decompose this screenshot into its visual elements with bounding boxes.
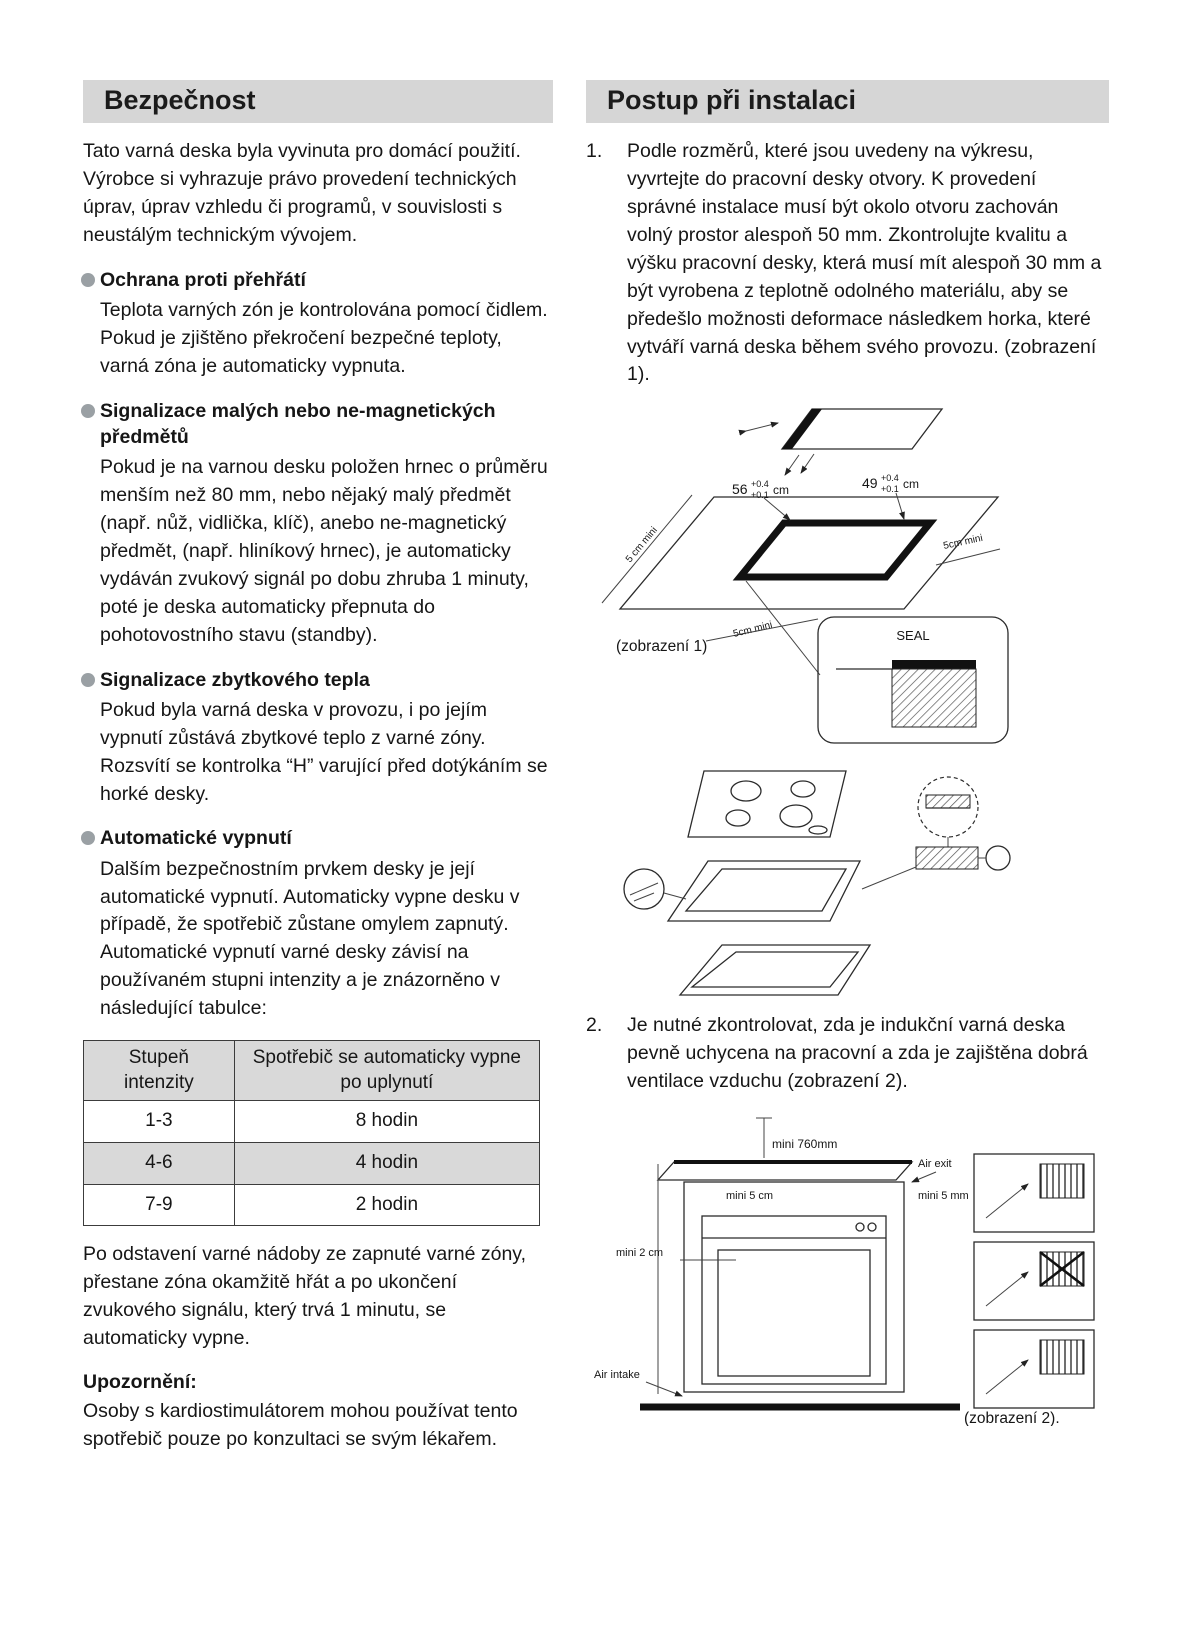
width-dim-tol-top: +0.4: [751, 479, 769, 490]
depth-dim-value: 49: [862, 475, 878, 492]
section-small-objects: [83, 398, 553, 650]
air-intake-label: Air intake: [594, 1368, 640, 1381]
step-number: 1.: [586, 140, 603, 163]
cell-intensity: 7-9: [84, 1184, 235, 1226]
width-dim-value: 56: [732, 481, 748, 498]
hob-top-view-drawing: [688, 771, 846, 837]
step-1: [586, 138, 1109, 389]
figure-ventilation: [588, 1104, 1108, 1426]
intro-paragraph: Tato varná deska byla vyvinuta pro domácí použití. Výrobce si vyhrazuje právo provedení technických úprav, úprav vzhledu či programů, v souvislosti s neustálým technickým vývojem.: [83, 140, 521, 247]
after-table-paragraph: Po odstavení varné nádoby ze zapnuté varné zóny, přestane zóna okamžitě hřát a po ukončení zvukového signálu, který trvá 1 minutu, se automaticky vypne.: [83, 1243, 527, 1350]
cell-intensity: 1-3: [84, 1101, 235, 1143]
cell-intensity: 4-6: [84, 1143, 235, 1185]
depth-dim-unit: cm: [903, 477, 919, 492]
figure1-caption: (zobrazení 1): [616, 638, 708, 656]
figure2-caption: (zobrazení 2).: [964, 1409, 1060, 1426]
installation-column: [586, 80, 1109, 1426]
gap-labels: [594, 1158, 969, 1396]
bullet-icon: [81, 831, 95, 845]
margin-bottom-label: 5cm mini: [732, 619, 774, 641]
section-title: Ochrana proti přehřátí: [100, 268, 306, 291]
bullet-icon: [81, 404, 95, 418]
safety-column: [83, 80, 553, 1454]
section-title: Automatické vypnutí: [100, 827, 292, 850]
cell-hours: 8 hodin: [234, 1101, 539, 1143]
lower-frame-drawing: [680, 945, 870, 995]
step-2: [586, 1012, 1109, 1096]
section-text: Pokud je na varnou desku položen hrnec o průměru menším než 80 mm, nebo nějaký malý předmět (např. nůž, vidlička, klíč), anebo ne-magnetický předmět, (např. hliníkový hrnec), je automaticky vydáván zvukový signál po dobu zhruba 1 minuty, poté je deska automaticky přepnuta do pohotovostního stavu (standby).: [100, 456, 548, 646]
auto-shutoff-table: [83, 1040, 540, 1226]
margin-left-label: 5 cm mini: [623, 525, 660, 566]
cell-hours: 4 hodin: [234, 1143, 539, 1185]
section-title: Signalizace zbytkového tepla: [100, 668, 370, 691]
table-row: [84, 1184, 540, 1226]
bullet-icon: [81, 673, 95, 687]
safety-header: Bezpečnost: [83, 80, 553, 123]
move-arrow-icon: [746, 423, 778, 431]
bullet-icon: [81, 273, 95, 287]
depth-dim-tol-bottom: +0.1: [881, 484, 899, 495]
seal-detail-drawing: [746, 581, 1008, 743]
hob-slab-drawing: [658, 1162, 912, 1180]
section-text: Dalším bezpečnostním prvkem desky je její automatické vypnutí. Automaticky vypne desku v případě, že spotřebič zůstane omylem zapnutý. Automatické vypnutí varné desky závisí na používaném stupni intenzity a je znázorněno v následující tabulce:: [100, 857, 520, 1020]
step-text: Je nutné zkontrolovat, zda je indukční varná deska pevně uchycena na pracovní a zda je zajištěna dobrá ventilace vzduchu (zobrazení 2).: [627, 1014, 1088, 1093]
margin-right-label: 5cm mini: [942, 533, 984, 553]
hob-slab-drawing: [782, 409, 942, 475]
section-auto-shutoff: [83, 825, 553, 1023]
depth-dim-tol-top: +0.4: [881, 473, 899, 484]
height-dimension: [756, 1118, 837, 1158]
section-overheat: [83, 267, 553, 381]
installation-header: Postup při instalaci: [586, 80, 1109, 123]
vent-detail-allowed-bottom: [974, 1330, 1094, 1408]
section-text: Teplota varných zón je kontrolována pomocí čidlem. Pokud je zjištěno překročení bezpečné teploty, varná zóna je automaticky vypnuta.: [100, 299, 548, 377]
warning-title: Upozornění:: [83, 1370, 197, 1393]
mini-5cm-label: mini 5 cm: [726, 1189, 774, 1202]
table-row: [84, 1143, 540, 1185]
mini-760-label: mini 760mm: [772, 1136, 838, 1151]
seal-label: SEAL: [896, 628, 930, 644]
step-number: 2.: [586, 1014, 603, 1037]
clearance-labels: [602, 495, 1000, 644]
width-dim-unit: cm: [773, 483, 789, 498]
dimension-labels: [732, 473, 919, 500]
vent-detail-allowed-top: [974, 1154, 1094, 1232]
table-row: [84, 1101, 540, 1143]
cell-hours: 2 hodin: [234, 1184, 539, 1226]
width-dim-tol-bottom: +0.1: [751, 490, 769, 501]
figure-installation-cutout: [596, 397, 1106, 997]
step-text: Podle rozměrů, které jsou uvedeny na výkresu, vyvrtejte do pracovní desky otvory. K provedení správné instalace musí být okolo otvoru zachován volný prostor alespoň 50 mm. Zkontrolujte kvalitu a výšku pracovní desky, která musí mít alespoň 30 mm a být vyrobena z teplotně odolného materiálu, aby se předešlo možnosti deformace následkem horka, které vytváří varná deska během svého provozu. (zobrazení 1).: [627, 140, 1102, 386]
section-residual-heat: [83, 667, 553, 809]
vent-detail-forbidden: [974, 1242, 1094, 1320]
cabinet-oven-drawing: [658, 1164, 904, 1394]
mounting-frame-drawing: [624, 777, 1010, 921]
col-header-intensity: Stupeň intenzity: [84, 1040, 235, 1100]
mini-2cm-label: mini 2 cm: [616, 1246, 664, 1259]
warning-text: Osoby s kardiostimulátorem mohou používat tento spotřebič pouze po konzultaci se svým lékařem.: [83, 1399, 518, 1450]
col-header-shutoff-time: Spotřebič se automaticky vypne po uplynutí: [234, 1040, 539, 1100]
air-exit-label: Air exit: [918, 1157, 952, 1170]
section-title: Signalizace malých nebo ne-magnetických předmětů: [100, 399, 496, 449]
section-text: Pokud byla varná deska v provozu, i po jejím vypnutí zůstává zbytkové teplo z varné zóny. Rozsvítí se kontrolka “H” varující před dotýkáním se horké desky.: [100, 698, 548, 805]
table-header-row: [84, 1040, 540, 1100]
worktop-cutout-drawing: [620, 493, 998, 609]
mini-5mm-label: mini 5 mm: [918, 1189, 969, 1202]
